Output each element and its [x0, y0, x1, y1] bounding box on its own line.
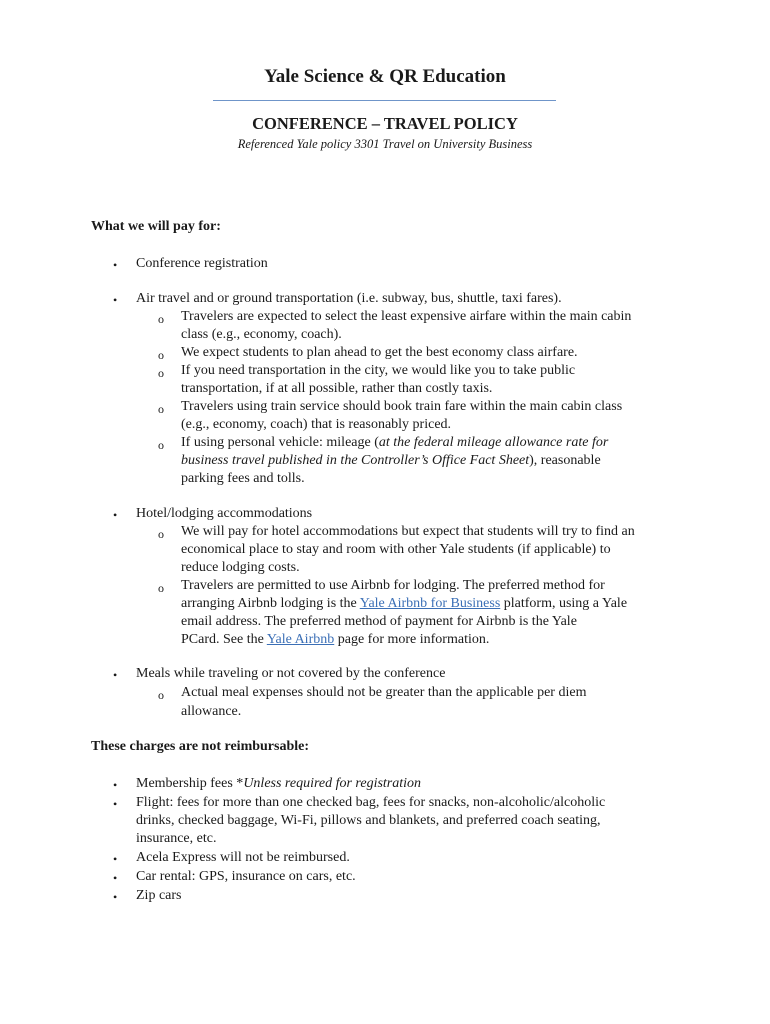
- hotel-sub-item-line: economical place to stay and room with other Yale students (if applicable) to: [181, 542, 611, 557]
- air-sub-item-line: transportation, if at all possible, rather than costly taxis.: [181, 381, 493, 396]
- bullet-icon: •: [113, 871, 118, 885]
- sub-bullet-icon: o: [158, 527, 164, 541]
- platform-text: platform, using a Yale: [500, 596, 628, 611]
- air-sub-item-line: [181, 452, 601, 470]
- sub-bullet-icon: o: [158, 402, 164, 416]
- title-underline: [213, 100, 556, 101]
- item-acela-express: Acela Express will not be reimbursed.: [136, 850, 350, 865]
- membership-note: Unless required for registration: [243, 776, 422, 791]
- item-air-travel: Air travel and or ground transportation (i.e. subway, bus, shuttle, taxi fares).: [136, 291, 562, 306]
- air-sub-item-line: class (e.g., economy, coach).: [181, 327, 342, 342]
- pcard-text: PCard. See the: [181, 632, 267, 647]
- item-conference-registration: Conference registration: [136, 256, 268, 271]
- air-sub-item-line: parking fees and tolls.: [181, 471, 305, 486]
- yale-airbnb-link[interactable]: Yale Airbnb: [266, 632, 335, 647]
- mileage-italic-text: at the federal mileage allowance rate for: [378, 435, 609, 450]
- bullet-icon: •: [113, 778, 118, 792]
- reasonable-text: ), reasonable: [529, 453, 601, 468]
- item-meals: Meals while traveling or not covered by the conference: [136, 666, 446, 681]
- pay-section-heading: What we will pay for:: [91, 219, 221, 234]
- hotel-sub-item-line: reduce lodging costs.: [181, 560, 300, 575]
- yale-airbnb-for-business-link[interactable]: Yale Airbnb for Business: [359, 596, 501, 611]
- fact-sheet-italic-text: business travel published in the Controller’s Office Fact Sheet: [181, 453, 530, 468]
- hotel-sub-item-line: [181, 595, 627, 613]
- air-sub-item-line: Travelers using train service should book train fare within the main cabin class: [181, 399, 623, 414]
- bullet-icon: •: [113, 852, 118, 866]
- bullet-icon: •: [113, 668, 118, 682]
- policy-reference: Referenced Yale policy 3301 Travel on University Business: [237, 137, 533, 151]
- sub-bullet-icon: o: [158, 688, 164, 702]
- item-hotel-lodging: Hotel/lodging accommodations: [136, 506, 313, 521]
- sub-bullet-icon: o: [158, 366, 164, 380]
- item-flight-fees-line: insurance, etc.: [136, 831, 217, 846]
- item-zip-cars: Zip cars: [136, 888, 182, 903]
- item-flight-fees: Flight: fees for more than one checked bag, fees for snacks, non-alcoholic/alcoholic: [136, 795, 606, 810]
- air-sub-item-line: (e.g., economy, coach) that is reasonably priced.: [181, 417, 452, 432]
- item-flight-fees-line: drinks, checked baggage, Wi-Fi, pillows and blankets, and preferred coach seating,: [136, 813, 601, 828]
- bullet-icon: •: [113, 293, 118, 307]
- bullet-icon: •: [113, 508, 118, 522]
- more-info-text: page for more information.: [334, 632, 490, 647]
- sub-bullet-icon: o: [158, 312, 164, 326]
- mileage-text: If using personal vehicle: mileage (: [181, 435, 379, 450]
- sub-bullet-icon: o: [158, 438, 164, 452]
- hotel-sub-item-line: We will pay for hotel accommodations but expect that students will try to find an: [181, 524, 635, 539]
- airbnb-text: arranging Airbnb lodging is the: [181, 596, 360, 611]
- bullet-icon: •: [113, 890, 118, 904]
- sub-bullet-icon: o: [158, 348, 164, 362]
- document-subtitle: CONFERENCE – TRAVEL POLICY: [252, 114, 518, 133]
- meals-sub-item-line: Actual meal expenses should not be greater than the applicable per diem: [181, 685, 587, 700]
- hotel-sub-item-line: Travelers are permitted to use Airbnb for lodging. The preferred method for: [181, 578, 605, 593]
- air-sub-item-line: If you need transportation in the city, we would like you to take public: [181, 363, 576, 378]
- meals-sub-item-line: allowance.: [181, 704, 242, 719]
- not-reimbursable-heading: These charges are not reimbursable:: [91, 739, 310, 754]
- item-car-rental: Car rental: GPS, insurance on cars, etc.: [136, 869, 356, 884]
- bullet-icon: •: [113, 258, 118, 272]
- air-sub-item-line: [181, 434, 608, 452]
- air-sub-item-line: We expect students to plan ahead to get the best economy class airfare.: [181, 345, 578, 360]
- hotel-sub-item-line: email address. The preferred method of payment for Airbnb is the Yale: [181, 614, 577, 629]
- hotel-sub-item-line: [181, 631, 489, 649]
- membership-text: Membership fees *: [136, 776, 244, 791]
- item-membership-fees: [136, 775, 421, 793]
- document-title: Yale Science & QR Education: [264, 66, 506, 87]
- sub-bullet-icon: o: [158, 581, 164, 595]
- air-sub-item-line: Travelers are expected to select the least expensive airfare within the main cabin: [181, 309, 632, 324]
- bullet-icon: •: [113, 797, 118, 811]
